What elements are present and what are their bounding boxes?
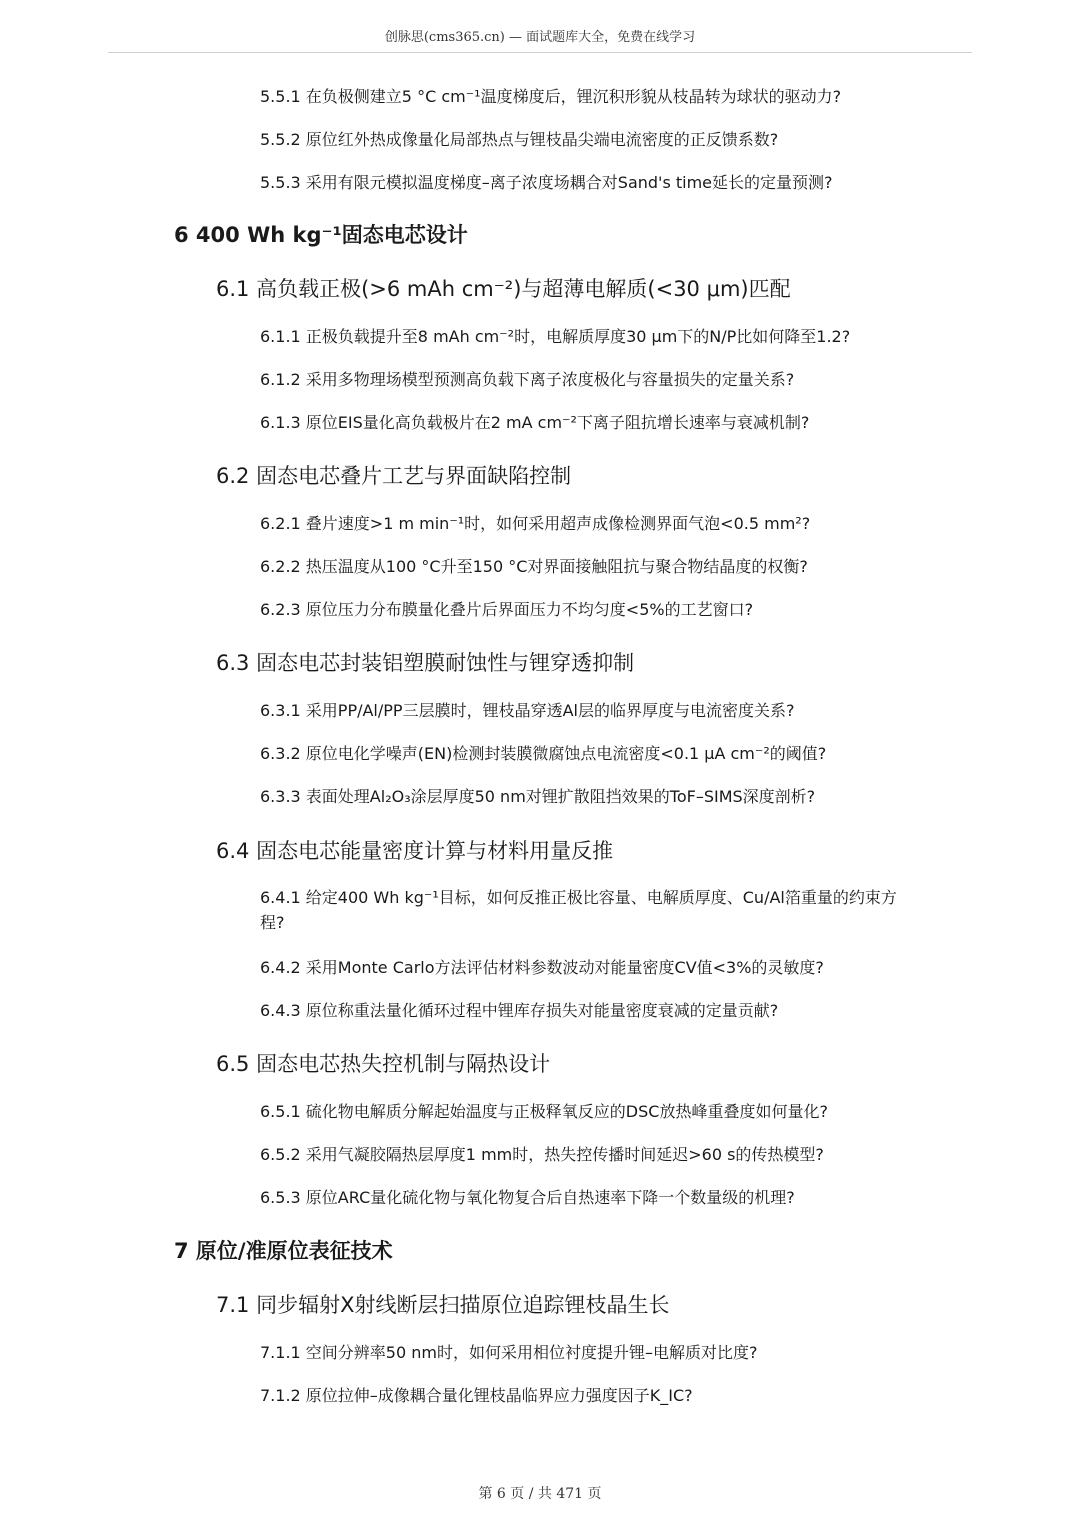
question-6-4-2: 6.4.2 采用Monte Carlo方法评估材料参数波动对能量密度CV值<3%的灵敏度? [260, 958, 824, 977]
subsection-heading-7-1: 7.1 同步辐射X射线断层扫描原位追踪锂枝晶生长 [216, 1293, 670, 1317]
question-6-3-1: 6.3.1 采用PP/Al/PP三层膜时，锂枝晶穿透Al层的临界厚度与电流密度关系? [260, 701, 795, 720]
section-heading-6: 6 400 Wh kg⁻¹固态电芯设计 [174, 223, 468, 247]
question-5-5-1: 5.5.1 在负极侧建立5 °C cm⁻¹温度梯度后，锂沉积形貌从枝晶转为球状的驱动力? [260, 87, 842, 106]
subsection-heading-6-1: 6.1 高负载正极(>6 mAh cm⁻²)与超薄电解质(<30 μm)匹配 [216, 277, 791, 301]
subsection-heading-6-2: 6.2 固态电芯叠片工艺与界面缺陷控制 [216, 464, 572, 488]
question-7-1-2: 7.1.2 原位拉伸–成像耦合量化锂枝晶临界应力强度因子K_IC? [260, 1386, 693, 1405]
question-6-2-3: 6.2.3 原位压力分布膜量化叠片后界面压力不均匀度<5%的工艺窗口? [260, 600, 754, 619]
question-6-2-2: 6.2.2 热压温度从100 °C升至150 °C对界面接触阻抗与聚合物结晶度的权衡? [260, 557, 808, 576]
question-6-5-1: 6.5.1 硫化物电解质分解起始温度与正极释氧反应的DSC放热峰重叠度如何量化? [260, 1102, 828, 1121]
question-6-5-3: 6.5.3 原位ARC量化硫化物与氧化物复合后自热速率下降一个数量级的机理? [260, 1188, 795, 1207]
section-heading-7: 7 原位/准原位表征技术 [174, 1239, 393, 1263]
page-footer: 第 6 页 / 共 471 页 [478, 1486, 602, 1502]
page-header: 创脉思(cms365.cn) — 面试题库大全，免费在线学习 [384, 30, 696, 45]
question-6-4-3: 6.4.3 原位称重法量化循环过程中锂库存损失对能量密度衰减的定量贡献? [260, 1001, 779, 1020]
question-6-1-1: 6.1.1 正极负载提升至8 mAh cm⁻²时，电解质厚度30 μm下的N/P比如何降至1.2? [260, 327, 851, 346]
question-6-4-1: 6.4.1 给定400 Wh kg⁻¹目标，如何反推正极比容量、电解质厚度、Cu/Al箔重量的约束方程? [260, 888, 897, 932]
question-6-1-2: 6.1.2 采用多物理场模型预测高负载下离子浓度极化与容量损失的定量关系? [260, 370, 795, 389]
question-6-5-2: 6.5.2 采用气凝胶隔热层厚度1 mm时，热失控传播时间延迟>60 s的传热模型? [260, 1145, 824, 1164]
question-6-1-3: 6.1.3 原位EIS量化高负载极片在2 mA cm⁻²下离子阻抗增长速率与衰减机制? [260, 413, 810, 432]
subsection-heading-6-3: 6.3 固态电芯封装铝塑膜耐蚀性与锂穿透抑制 [216, 651, 635, 675]
subsection-heading-6-5: 6.5 固态电芯热失控机制与隔热设计 [216, 1052, 551, 1076]
subsection-heading-6-4: 6.4 固态电芯能量密度计算与材料用量反推 [216, 839, 614, 863]
question-7-1-1: 7.1.1 空间分辨率50 nm时，如何采用相位衬度提升锂–电解质对比度? [260, 1343, 758, 1362]
header-divider [108, 52, 972, 53]
question-6-3-3: 6.3.3 表面处理Al₂O₃涂层厚度50 nm对锂扩散阻挡效果的ToF–SIMS深度剖析? [260, 787, 816, 806]
question-5-5-3: 5.5.3 采用有限元模拟温度梯度–离子浓度场耦合对Sand's time延长的定量预测? [260, 173, 833, 192]
question-5-5-2: 5.5.2 原位红外热成像量化局部热点与锂枝晶尖端电流密度的正反馈系数? [260, 130, 779, 149]
question-6-2-1: 6.2.1 叠片速度>1 m min⁻¹时，如何采用超声成像检测界面气泡<0.5 mm²? [260, 514, 811, 533]
question-6-3-2: 6.3.2 原位电化学噪声(EN)检测封装膜微腐蚀点电流密度<0.1 μA cm⁻²的阈值? [260, 744, 827, 763]
